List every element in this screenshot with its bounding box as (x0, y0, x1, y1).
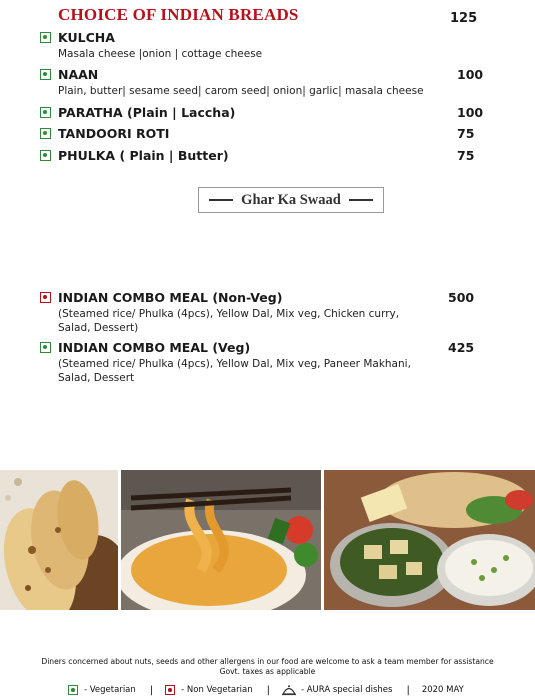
section-divider (198, 187, 384, 213)
item-description: Plain, butter| sesame seed| carom seed| onion| garlic| masala cheese (58, 85, 424, 97)
menu-item-combo-veg (40, 340, 510, 386)
item-name: PHULKA ( Plain | Butter) (58, 148, 229, 163)
item-description: Masala cheese |onion | cottage cheese (58, 48, 263, 60)
legend-special-label: - AURA special dishes (300, 685, 393, 695)
legend-separator: | (406, 684, 410, 696)
veg-icon (40, 32, 51, 43)
paneer-thali-photo (324, 470, 535, 610)
divider-dash-left (209, 199, 233, 201)
item-name: NAAN (58, 67, 99, 82)
item-name: INDIAN COMBO MEAL (Non-Veg) (58, 290, 283, 305)
kulcha-bread-photo (0, 470, 118, 610)
item-price: 100 (457, 105, 484, 120)
veg-icon (40, 107, 51, 118)
section-price: 125 (450, 11, 478, 26)
item-name: INDIAN COMBO MEAL (Veg) (58, 340, 251, 355)
divider-dash-right (349, 199, 373, 201)
item-price: 75 (457, 126, 475, 141)
item-name: PARATHA (Plain | Laccha) (58, 105, 236, 120)
section-title: CHOICE OF INDIAN BREADS (58, 5, 299, 24)
menu-item-naan (40, 67, 510, 99)
item-description: (Steamed rice/ Phulka (4pcs), Yellow Dal, Mix veg, Chicken curry, Salad, Dessert) (58, 308, 400, 334)
legend-separator: | (149, 684, 154, 696)
item-price: 500 (448, 290, 475, 305)
allergen-note (0, 657, 535, 677)
veg-icon (40, 69, 51, 80)
allergen-note-line1: Diners concerned about nuts, seeds and other allergens in our food are welcome to ask a team member for assistance (41, 657, 494, 666)
legend-nonveg-label: - Non Vegetarian (181, 685, 253, 695)
legend-separator: | (266, 684, 270, 696)
legend-veg-label: - Vegetarian (84, 685, 136, 695)
food-photo-strip (0, 470, 535, 610)
menu-item-kulcha (40, 30, 510, 62)
item-name: KULCHA (58, 30, 115, 45)
item-description: (Steamed rice/ Phulka (4pcs), Yellow Dal, Mix veg, Paneer Makhani, Salad, Dessert (58, 358, 411, 384)
veg-icon (40, 128, 51, 139)
item-price: 425 (448, 340, 475, 355)
menu-item-phulka (40, 148, 510, 166)
tax-note: Govt. taxes as applicable (219, 667, 316, 676)
divider-label: Ghar Ka Swaad (241, 191, 341, 208)
non-veg-icon (165, 685, 175, 695)
item-name: TANDOORI ROTI (58, 126, 170, 141)
menu-item-combo-nonveg (40, 290, 510, 336)
cloche-icon (282, 684, 296, 696)
menu-item-paratha (40, 105, 510, 123)
item-price: 100 (457, 67, 484, 82)
noodles-photo (121, 470, 321, 610)
veg-icon (40, 150, 51, 161)
non-veg-icon (40, 292, 51, 303)
menu-date: 2020 MAY (421, 685, 464, 695)
item-price: 75 (457, 148, 475, 163)
menu-item-tandoori-roti (40, 126, 510, 144)
veg-icon (40, 342, 51, 353)
legend (68, 684, 464, 696)
veg-icon (68, 685, 78, 695)
